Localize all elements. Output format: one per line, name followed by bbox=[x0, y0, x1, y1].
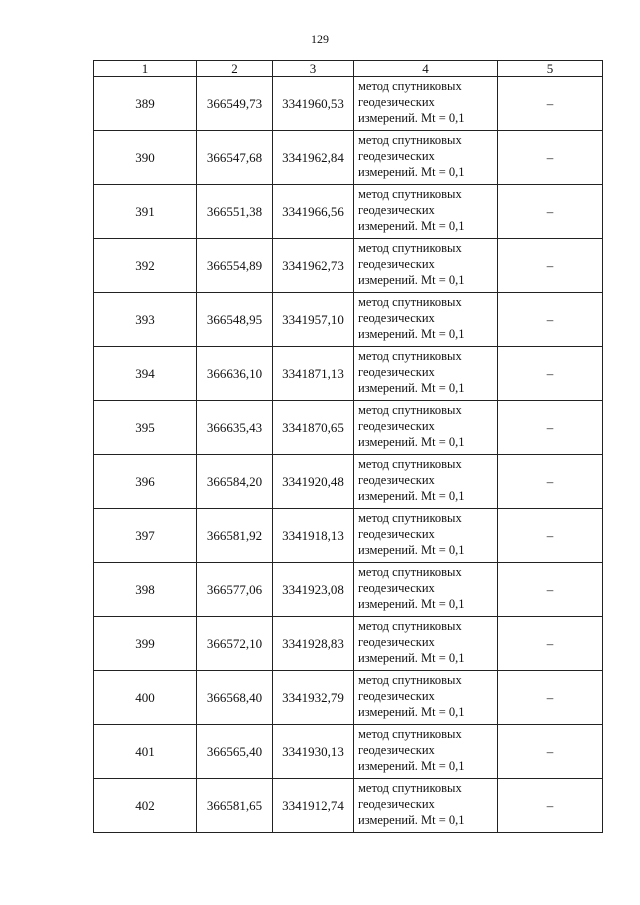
method-cell bbox=[354, 779, 498, 833]
note-cell: – bbox=[498, 401, 603, 455]
x-coordinate-cell: 366548,95 bbox=[197, 293, 273, 347]
table-row bbox=[94, 239, 603, 293]
method-line: геодезических bbox=[358, 311, 435, 325]
table-row bbox=[94, 509, 603, 563]
method-line: геодезических bbox=[358, 797, 435, 811]
method-line: геодезических bbox=[358, 473, 435, 487]
method-line: метод спутниковых bbox=[358, 781, 462, 795]
x-coordinate-cell: 366581,65 bbox=[197, 779, 273, 833]
method-line: метод спутниковых bbox=[358, 457, 462, 471]
method-line: геодезических bbox=[358, 743, 435, 757]
method-line: геодезических bbox=[358, 95, 435, 109]
method-cell bbox=[354, 563, 498, 617]
point-number-cell: 393 bbox=[94, 293, 197, 347]
point-number-cell: 394 bbox=[94, 347, 197, 401]
method-cell bbox=[354, 77, 498, 131]
method-cell bbox=[354, 347, 498, 401]
method-line: метод спутниковых bbox=[358, 511, 462, 525]
method-line: измерений. Mt = 0,1 bbox=[358, 651, 465, 665]
method-line: метод спутниковых bbox=[358, 619, 462, 633]
table-header-row bbox=[94, 61, 603, 77]
page-number: 129 bbox=[311, 32, 329, 46]
x-coordinate-cell: 366577,06 bbox=[197, 563, 273, 617]
x-coordinate-cell: 366549,73 bbox=[197, 77, 273, 131]
y-coordinate-cell: 3341871,13 bbox=[273, 347, 354, 401]
method-line: измерений. Mt = 0,1 bbox=[358, 219, 465, 233]
method-cell bbox=[354, 671, 498, 725]
method-line: измерений. Mt = 0,1 bbox=[358, 489, 465, 503]
x-coordinate-cell: 366584,20 bbox=[197, 455, 273, 509]
table-row bbox=[94, 779, 603, 833]
y-coordinate-cell: 3341962,73 bbox=[273, 239, 354, 293]
table-row bbox=[94, 293, 603, 347]
y-coordinate-cell: 3341960,53 bbox=[273, 77, 354, 131]
note-cell: – bbox=[498, 725, 603, 779]
y-coordinate-cell: 3341962,84 bbox=[273, 131, 354, 185]
table-row bbox=[94, 401, 603, 455]
method-cell bbox=[354, 617, 498, 671]
method-line: геодезических bbox=[358, 581, 435, 595]
method-cell bbox=[354, 293, 498, 347]
note-cell: – bbox=[498, 509, 603, 563]
header-col-1: 1 bbox=[94, 61, 197, 77]
y-coordinate-cell: 3341932,79 bbox=[273, 671, 354, 725]
method-line: метод спутниковых bbox=[358, 187, 462, 201]
table-row bbox=[94, 563, 603, 617]
header-col-4: 4 bbox=[354, 61, 498, 77]
x-coordinate-cell: 366636,10 bbox=[197, 347, 273, 401]
y-coordinate-cell: 3341870,65 bbox=[273, 401, 354, 455]
note-cell: – bbox=[498, 185, 603, 239]
method-cell bbox=[354, 131, 498, 185]
method-line: метод спутниковых bbox=[358, 727, 462, 741]
table-row bbox=[94, 671, 603, 725]
x-coordinate-cell: 366554,89 bbox=[197, 239, 273, 293]
point-number-cell: 400 bbox=[94, 671, 197, 725]
y-coordinate-cell: 3341928,83 bbox=[273, 617, 354, 671]
method-cell bbox=[354, 239, 498, 293]
x-coordinate-cell: 366568,40 bbox=[197, 671, 273, 725]
note-cell: – bbox=[498, 239, 603, 293]
table-row bbox=[94, 131, 603, 185]
method-line: геодезических bbox=[358, 203, 435, 217]
method-cell bbox=[354, 401, 498, 455]
x-coordinate-cell: 366581,92 bbox=[197, 509, 273, 563]
note-cell: – bbox=[498, 293, 603, 347]
x-coordinate-cell: 366565,40 bbox=[197, 725, 273, 779]
table-row bbox=[94, 455, 603, 509]
method-line: геодезических bbox=[358, 149, 435, 163]
header-col-3: 3 bbox=[273, 61, 354, 77]
method-cell bbox=[354, 455, 498, 509]
table-row bbox=[94, 77, 603, 131]
note-cell: – bbox=[498, 671, 603, 725]
method-line: измерений. Mt = 0,1 bbox=[358, 759, 465, 773]
method-line: метод спутниковых bbox=[358, 241, 462, 255]
point-number-cell: 397 bbox=[94, 509, 197, 563]
method-line: геодезических bbox=[358, 527, 435, 541]
method-line: геодезических bbox=[358, 419, 435, 433]
method-line: геодезических bbox=[358, 365, 435, 379]
y-coordinate-cell: 3341957,10 bbox=[273, 293, 354, 347]
method-line: измерений. Mt = 0,1 bbox=[358, 813, 465, 827]
point-number-cell: 391 bbox=[94, 185, 197, 239]
header-col-5: 5 bbox=[498, 61, 603, 77]
method-line: геодезических bbox=[358, 257, 435, 271]
coordinates-table bbox=[93, 60, 603, 833]
method-line: измерений. Mt = 0,1 bbox=[358, 327, 465, 341]
method-line: измерений. Mt = 0,1 bbox=[358, 381, 465, 395]
table-row bbox=[94, 617, 603, 671]
method-line: геодезических bbox=[358, 689, 435, 703]
method-line: метод спутниковых bbox=[358, 565, 462, 579]
method-line: измерений. Mt = 0,1 bbox=[358, 273, 465, 287]
method-line: метод спутниковых bbox=[358, 295, 462, 309]
point-number-cell: 389 bbox=[94, 77, 197, 131]
y-coordinate-cell: 3341930,13 bbox=[273, 725, 354, 779]
point-number-cell: 402 bbox=[94, 779, 197, 833]
method-line: метод спутниковых bbox=[358, 79, 462, 93]
x-coordinate-cell: 366547,68 bbox=[197, 131, 273, 185]
x-coordinate-cell: 366572,10 bbox=[197, 617, 273, 671]
note-cell: – bbox=[498, 455, 603, 509]
header-col-2: 2 bbox=[197, 61, 273, 77]
note-cell: – bbox=[498, 617, 603, 671]
method-line: метод спутниковых bbox=[358, 673, 462, 687]
y-coordinate-cell: 3341923,08 bbox=[273, 563, 354, 617]
point-number-cell: 401 bbox=[94, 725, 197, 779]
note-cell: – bbox=[498, 347, 603, 401]
point-number-cell: 390 bbox=[94, 131, 197, 185]
point-number-cell: 392 bbox=[94, 239, 197, 293]
method-cell bbox=[354, 509, 498, 563]
note-cell: – bbox=[498, 563, 603, 617]
y-coordinate-cell: 3341920,48 bbox=[273, 455, 354, 509]
y-coordinate-cell: 3341918,13 bbox=[273, 509, 354, 563]
method-line: метод спутниковых bbox=[358, 349, 462, 363]
point-number-cell: 396 bbox=[94, 455, 197, 509]
method-line: измерений. Mt = 0,1 bbox=[358, 705, 465, 719]
method-line: измерений. Mt = 0,1 bbox=[358, 165, 465, 179]
x-coordinate-cell: 366635,43 bbox=[197, 401, 273, 455]
note-cell: – bbox=[498, 77, 603, 131]
method-line: геодезических bbox=[358, 635, 435, 649]
table-row bbox=[94, 185, 603, 239]
y-coordinate-cell: 3341912,74 bbox=[273, 779, 354, 833]
method-line: измерений. Mt = 0,1 bbox=[358, 435, 465, 449]
method-line: метод спутниковых bbox=[358, 403, 462, 417]
method-line: измерений. Mt = 0,1 bbox=[358, 543, 465, 557]
table-row bbox=[94, 347, 603, 401]
note-cell: – bbox=[498, 779, 603, 833]
method-line: измерений. Mt = 0,1 bbox=[358, 111, 465, 125]
point-number-cell: 399 bbox=[94, 617, 197, 671]
x-coordinate-cell: 366551,38 bbox=[197, 185, 273, 239]
y-coordinate-cell: 3341966,56 bbox=[273, 185, 354, 239]
point-number-cell: 395 bbox=[94, 401, 197, 455]
method-line: метод спутниковых bbox=[358, 133, 462, 147]
note-cell: – bbox=[498, 131, 603, 185]
method-cell bbox=[354, 725, 498, 779]
table-body bbox=[94, 77, 603, 833]
method-line: измерений. Mt = 0,1 bbox=[358, 597, 465, 611]
point-number-cell: 398 bbox=[94, 563, 197, 617]
table-row bbox=[94, 725, 603, 779]
method-cell bbox=[354, 185, 498, 239]
